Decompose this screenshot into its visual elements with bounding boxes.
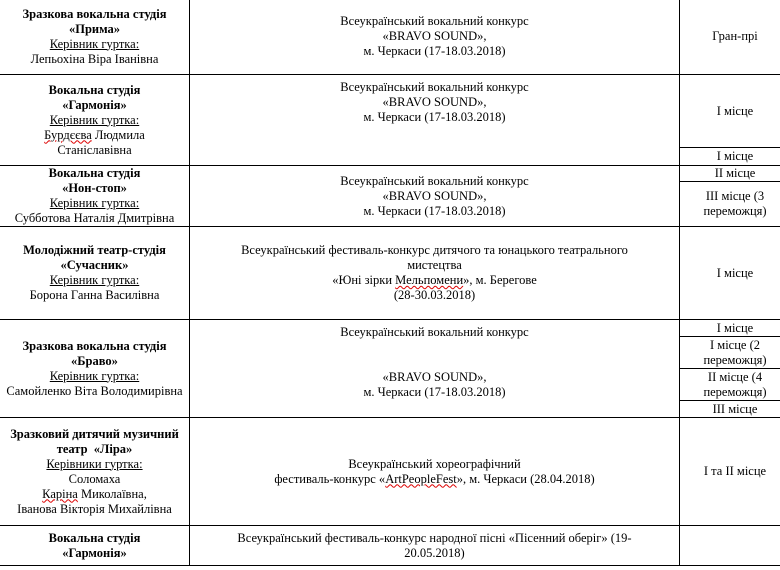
result-cell: ІІ місце [680, 166, 780, 182]
leader-name: Бурдєєва Людмила [44, 127, 145, 142]
studio-name: «Нон-стоп» [62, 181, 127, 195]
table-row [0, 0, 780, 75]
studio-title: Зразкова вокальна студія [22, 338, 167, 353]
event-cell [190, 526, 680, 566]
studio-name: «Прима» [68, 21, 121, 36]
leader-label: Керівник гуртка: [49, 368, 140, 383]
studio-title: Вокальна студія [48, 82, 141, 97]
event-name: «BRAVO SOUND», [382, 29, 487, 43]
studio-name: «Браво» [71, 353, 118, 368]
result-cell: І місце [680, 75, 780, 148]
event-place-date: м. Черкаси (17-18.03.2018) [363, 110, 506, 124]
studio-cell [0, 75, 190, 166]
table-row [0, 166, 780, 182]
leader-name: Борона Ганна Василівна [29, 288, 160, 302]
event-cell [190, 75, 680, 166]
event-place-date: м. Черкаси (17-18.03.2018) [363, 385, 506, 399]
event-date: 20.05.2018) [404, 545, 465, 560]
event-name: «BRAVO SOUND», [382, 188, 487, 203]
event-title: Всеукраїнський вокальний конкурс [340, 325, 529, 339]
table-row [0, 418, 780, 526]
result-cell: ІІІ місце (3 переможця) [680, 182, 780, 227]
studio-title: Вокальна студія [48, 530, 141, 545]
studio-cell [0, 227, 190, 320]
event-title: Всеукраїнський хореографічний [348, 456, 521, 471]
event-place-date: м. Черкаси (17-18.03.2018) [363, 44, 506, 58]
leader-label: Керівник гуртка: [49, 196, 140, 210]
studio-cell [0, 418, 190, 526]
event-cell [190, 227, 680, 320]
studio-name: «Гармонія» [62, 97, 127, 112]
event-cell [190, 0, 680, 75]
leader-name: Самойленко Віта Володимирівна [6, 383, 183, 398]
event-place-date: м. Черкаси (17-18.03.2018) [363, 203, 506, 218]
leader-label: Керівник гуртка: [49, 36, 140, 51]
studio-title: Вокальна студія [48, 166, 141, 180]
event-title: Всеукраїнський вокальний конкурс [340, 80, 529, 94]
studio-title: Зразковий дитячий музичний [10, 426, 179, 441]
studio-name: «Гармонія» [62, 545, 127, 560]
result-cell [680, 526, 780, 566]
leader-label: Керівники гуртка: [46, 456, 143, 471]
studio-title: Молодіжний театр-студія [23, 243, 166, 257]
result-cell: ІІ місце (4 переможця) [680, 369, 780, 401]
event-title: Всеукраїнський фестиваль-конкурс дитячого та юнацького театрального [241, 243, 628, 257]
studio-cell [0, 166, 190, 227]
leader-name-cont: Станіславівна [57, 142, 132, 157]
result-cell: І та ІІ місце [680, 418, 780, 526]
result-cell: І місце [680, 320, 780, 337]
event-title-cont: мистецтва [407, 258, 462, 272]
leader-name: Субботова Наталія Дмитрівна [14, 211, 175, 225]
table-row [0, 75, 780, 148]
studio-title: Зразкова вокальна студія [22, 6, 167, 21]
table-row [0, 320, 780, 337]
event-name: «BRAVO SOUND», [382, 370, 487, 384]
result-cell: Гран-прі [680, 0, 780, 75]
studio-name: «Сучасник» [60, 258, 129, 272]
studio-cell [0, 0, 190, 75]
studio-cell [0, 320, 190, 418]
event-cell [190, 320, 680, 418]
event-name-place: «Юні зірки Мельпомени», м. Берегове [332, 273, 537, 287]
table-row [0, 526, 780, 566]
leader-label: Керівник гуртка: [49, 273, 140, 287]
studio-name: театр «Ліра» [56, 441, 133, 456]
result-cell: ІІІ місце [680, 401, 780, 418]
event-cell [190, 418, 680, 526]
event-title: Всеукраїнський вокальний конкурс [340, 173, 529, 188]
event-cell [190, 166, 680, 227]
event-name: «BRAVO SOUND», [382, 95, 487, 109]
result-cell: І місце [680, 227, 780, 320]
leader-name-3: Іванова Вікторія Михайлівна [17, 501, 172, 516]
result-cell: І місце [680, 148, 780, 166]
studio-cell [0, 526, 190, 566]
event-name-place: фестиваль-конкурс «ArtPeopleFest», м. Черкаси (28.04.2018) [274, 471, 595, 486]
table-row [0, 227, 780, 320]
leader-name: Лепьохіна Віра Іванівна [30, 51, 159, 66]
event-title: Всеукраїнський вокальний конкурс [340, 14, 529, 28]
leader-label: Керівник гуртка: [49, 112, 140, 127]
leader-name-2: Каріна Миколаївна, [42, 486, 147, 501]
event-date: (28-30.03.2018) [393, 288, 476, 302]
leader-name: Соломаха [68, 471, 121, 486]
event-title: Всеукраїнський фестиваль-конкурс народної пісні «Пісенний оберіг» (19- [237, 530, 632, 545]
result-cell: І місце (2 переможця) [680, 337, 780, 369]
